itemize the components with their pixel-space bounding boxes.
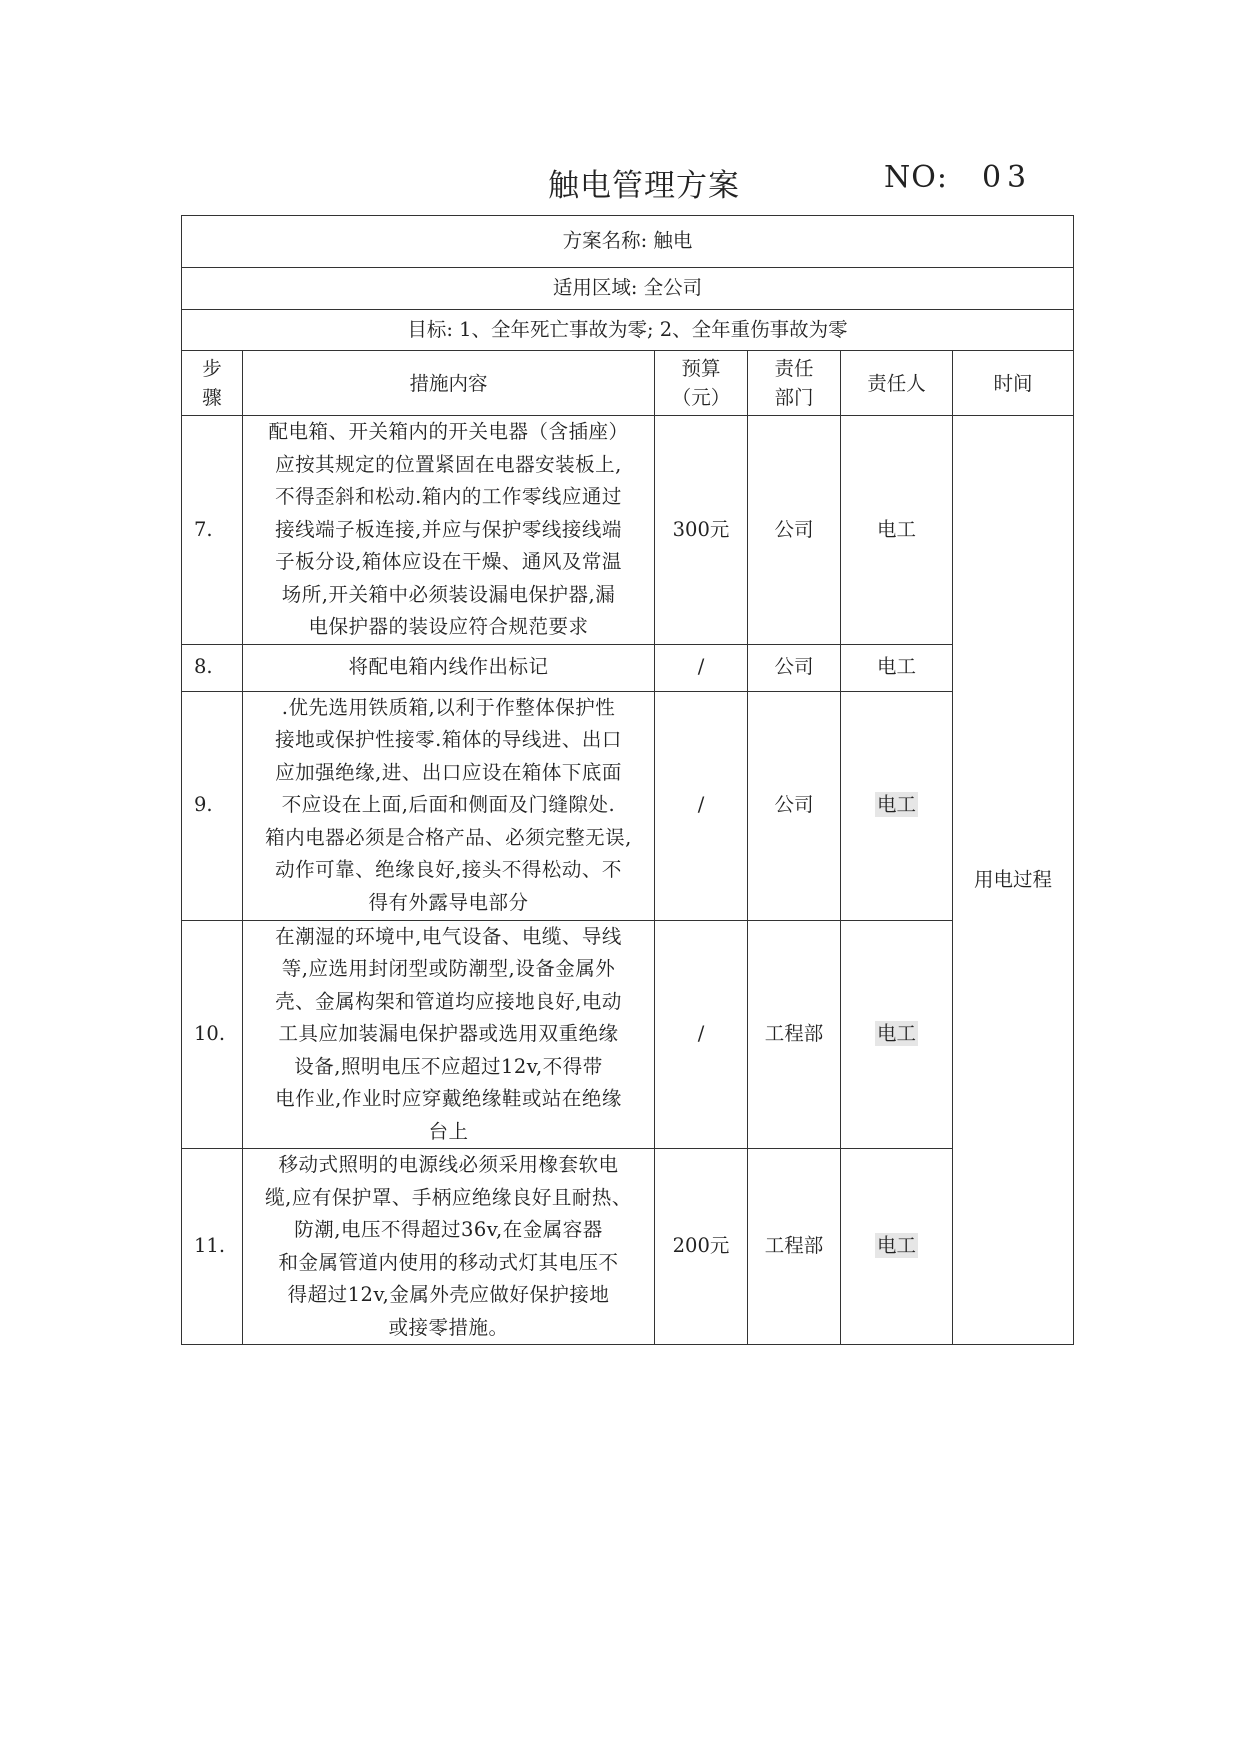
plan-name-row xyxy=(182,216,1074,268)
page-title: 触电管理方案 xyxy=(548,168,740,204)
content-line: 台上 xyxy=(428,1119,469,1143)
step-number: 11. xyxy=(182,1149,243,1345)
column-header-step-line: 骤 xyxy=(202,386,222,409)
document-number-value: 03 xyxy=(981,160,1033,195)
plan-table xyxy=(181,215,1074,1345)
content-line: 不得歪斜和松动.箱内的工作零线应通过 xyxy=(275,485,622,508)
goal-row xyxy=(182,309,1074,351)
content-line: 将配电箱内线作出标记 xyxy=(348,655,549,679)
column-header-row xyxy=(182,351,1074,416)
budget: / xyxy=(655,920,748,1149)
step-number: 7. xyxy=(182,416,243,645)
content-line: .优先选用铁质箱,以利于作整体保护性 xyxy=(281,695,616,719)
time-cell: 用电过程 xyxy=(953,416,1074,1345)
document-number xyxy=(884,160,1032,195)
step-number: 10. xyxy=(182,920,243,1149)
responsible-person xyxy=(841,416,953,645)
step-number: 8. xyxy=(182,644,243,691)
budget: / xyxy=(655,644,748,691)
goal: 目标: 1、全年死亡事故为零; 2、全年重伤事故为零 xyxy=(182,309,1074,351)
column-header-time: 时间 xyxy=(953,351,1074,416)
content-line: 子板分设,箱体应设在干燥、通风及常温 xyxy=(275,550,622,573)
responsible-person xyxy=(841,691,953,920)
table-row xyxy=(182,920,1074,1149)
budget: 200元 xyxy=(655,1149,748,1345)
content-line: 接地或保护性接零.箱体的导线进、出口 xyxy=(275,728,622,752)
content-line: 移动式照明的电源线必须采用橡套软电 xyxy=(278,1153,619,1176)
column-header-step-line: 步 xyxy=(202,357,222,380)
content-line: 不应设在上面,后面和侧面及门缝隙处. xyxy=(281,793,616,817)
document-number-label: NO: xyxy=(884,160,948,195)
content-line: 场所,开关箱中必须装设漏电保护器,漏 xyxy=(281,582,616,606)
column-header-budget xyxy=(655,351,748,416)
content-line: 壳、金属构架和管道均应接地良好,电动 xyxy=(275,989,622,1013)
content-line: 接线端子板连接,并应与保护零线接线端 xyxy=(275,517,622,541)
table-row xyxy=(182,691,1074,920)
table-row xyxy=(182,1149,1074,1345)
responsible-person-text: 电工 xyxy=(876,1022,916,1045)
column-header-dept-line: 部门 xyxy=(774,386,814,409)
content-line: 和金属管道内使用的移动式灯其电压不 xyxy=(278,1250,619,1274)
content-line: 设备,照明电压不应超过12v,不得带 xyxy=(294,1054,603,1078)
content-line: 防潮,电压不得超过36v,在金属容器 xyxy=(294,1218,603,1241)
column-header-dept-line: 责任 xyxy=(774,357,814,380)
column-header-step xyxy=(182,351,243,416)
content-line: 在潮湿的环境中,电气设备、电缆、导线 xyxy=(275,924,622,948)
step-number: 9. xyxy=(182,691,243,920)
column-header-budget-line: （元） xyxy=(671,386,731,409)
content-line: 等,应选用封闭型或防潮型,设备金属外 xyxy=(281,957,616,980)
measure-content xyxy=(243,691,655,920)
content-line: 电作业,作业时应穿戴绝缘鞋或站在绝缘 xyxy=(275,1087,622,1110)
responsible-person-text: 电工 xyxy=(876,1234,916,1258)
content-line: 缆,应有保护罩、手柄应绝缘良好且耐热、 xyxy=(265,1185,632,1209)
content-line: 得有外露导电部分 xyxy=(368,890,529,914)
measure-content xyxy=(243,920,655,1149)
column-header-budget-line: 预算 xyxy=(681,357,721,380)
responsible-person-text: 电工 xyxy=(876,655,916,679)
content-line: 电保护器的装设应符合规范要求 xyxy=(308,615,589,638)
responsible-dept: 公司 xyxy=(748,416,841,645)
content-line: 箱内电器必须是合格产品、必须完整无误, xyxy=(265,825,632,849)
column-header-dept xyxy=(748,351,841,416)
content-line: 应按其规定的位置紧固在电器安装板上, xyxy=(275,452,622,476)
measure-content xyxy=(243,644,655,691)
table-row xyxy=(182,416,1074,645)
responsible-person xyxy=(841,644,953,691)
content-line: 或接零措施。 xyxy=(388,1315,509,1339)
content-line: 得超过12v,金属外壳应做好保护接地 xyxy=(287,1283,610,1306)
responsible-dept: 公司 xyxy=(748,691,841,920)
area-row xyxy=(182,268,1074,310)
budget: 300元 xyxy=(655,416,748,645)
responsible-person-text: 电工 xyxy=(876,793,916,817)
content-line: 工具应加装漏电保护器或选用双重绝缘 xyxy=(278,1022,619,1045)
content-line: 配电箱、开关箱内的开关电器（含插座） xyxy=(268,420,629,443)
content-line: 动作可靠、绝缘良好,接头不得松动、不 xyxy=(275,858,622,882)
responsible-dept: 工程部 xyxy=(748,1149,841,1345)
plan-name: 方案名称: 触电 xyxy=(182,216,1074,268)
responsible-dept: 公司 xyxy=(748,644,841,691)
budget: / xyxy=(655,691,748,920)
column-header-content: 措施内容 xyxy=(243,351,655,416)
applicable-area: 适用区域: 全公司 xyxy=(182,268,1074,310)
responsible-person xyxy=(841,920,953,1149)
column-header-person: 责任人 xyxy=(841,351,953,416)
responsible-person xyxy=(841,1149,953,1345)
table-row xyxy=(182,644,1074,691)
measure-content xyxy=(243,416,655,645)
measure-content xyxy=(243,1149,655,1345)
document-title xyxy=(0,160,1241,210)
responsible-dept: 工程部 xyxy=(748,920,841,1149)
content-line: 应加强绝缘,进、出口应设在箱体下底面 xyxy=(275,760,622,784)
responsible-person-text: 电工 xyxy=(876,517,916,541)
